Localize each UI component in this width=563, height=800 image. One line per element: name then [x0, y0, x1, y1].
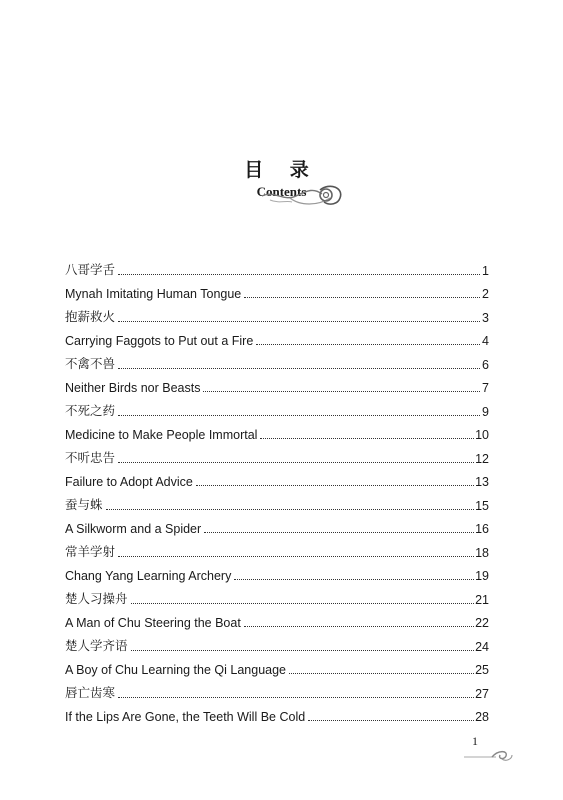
toc-entry-page: 13: [475, 475, 489, 489]
toc-entry: [65, 325, 489, 349]
toc-entry-title: 不听忠告: [65, 449, 116, 465]
toc-entry: [65, 677, 489, 701]
toc-entry-page: 28: [475, 710, 489, 724]
toc-entry-title: 八哥学舌: [65, 261, 116, 277]
toc-entry: [65, 348, 489, 372]
dot-leader: [234, 567, 474, 580]
toc-entry-page: 10: [475, 428, 489, 442]
page-title-english: Contents: [256, 184, 307, 199]
toc-entry: [65, 372, 489, 396]
dot-leader: [256, 332, 480, 345]
toc-entry-title: 唇亡齿寒: [65, 684, 116, 700]
toc-entry-page: 2: [482, 287, 489, 301]
toc-entry-page: 7: [482, 381, 489, 395]
toc-entry-title: Carrying Faggots to Put out a Fire: [65, 334, 254, 348]
toc-entry-page: 21: [475, 592, 489, 607]
toc-entry-title: A Man of Chu Steering the Boat: [65, 616, 241, 630]
toc-entry: [65, 254, 489, 278]
dot-leader: [196, 473, 474, 486]
dot-leader: [204, 520, 474, 533]
dot-leader: [260, 426, 474, 439]
toc-entry: [65, 607, 489, 631]
toc-entry: [65, 630, 489, 654]
dot-leader: [118, 403, 480, 416]
dot-leader: [308, 708, 474, 721]
toc-entry-page: 4: [482, 334, 489, 348]
dot-leader: [131, 638, 475, 651]
toc-entry-page: 3: [482, 310, 489, 325]
toc-entry-page: 25: [475, 663, 489, 677]
toc-entry-title: 楚人学齐语: [65, 637, 128, 653]
page-number: 1: [472, 734, 478, 748]
page-number-ornament-icon: [462, 740, 514, 762]
toc-entry: [65, 513, 489, 537]
toc-entry-title: Chang Yang Learning Archery: [65, 569, 232, 583]
toc-entry-page: 6: [482, 357, 489, 372]
toc-entry: [65, 536, 489, 560]
toc-entry-title: 楚人习操舟: [65, 590, 128, 606]
dot-leader: [289, 661, 474, 674]
dot-leader: [118, 685, 474, 698]
toc-entry-title: 不禽不兽: [65, 355, 116, 371]
toc-entry-title: A Boy of Chu Learning the Qi Language: [65, 663, 286, 677]
toc-entry-page: 12: [475, 451, 489, 466]
dot-leader: [244, 285, 480, 298]
toc-entry: [65, 278, 489, 302]
dot-leader: [118, 450, 474, 463]
dot-leader: [118, 356, 480, 369]
toc-entry-page: 1: [482, 263, 489, 278]
toc-entry-title: Medicine to Make People Immortal: [65, 428, 258, 442]
dot-leader: [118, 544, 474, 557]
page-title-chinese: 目 录: [244, 159, 319, 181]
toc-entry-title: 常羊学射: [65, 543, 116, 559]
dot-leader: [106, 497, 475, 510]
toc-entry-title: 抱薪救火: [65, 308, 116, 324]
dot-leader: [118, 309, 480, 322]
table-of-contents: [65, 254, 489, 724]
toc-entry-title: A Silkworm and a Spider: [65, 522, 202, 536]
toc-entry-page: 18: [475, 545, 489, 560]
toc-entry: [65, 419, 489, 443]
toc-entry-page: 22: [475, 616, 489, 630]
toc-entry-page: 24: [475, 639, 489, 654]
toc-entry-page: 15: [475, 498, 489, 513]
dot-leader: [244, 614, 474, 627]
toc-entry-title: Neither Birds nor Beasts: [65, 381, 201, 395]
dot-leader: [118, 262, 480, 275]
toc-entry: [65, 301, 489, 325]
toc-entry: [65, 395, 489, 419]
dot-leader: [203, 379, 480, 392]
toc-entry-title: Failure to Adopt Advice: [65, 475, 193, 489]
toc-entry-title: 不死之药: [65, 402, 116, 418]
toc-entry-page: 27: [475, 686, 489, 701]
toc-entry-title: If the Lips Are Gone, the Teeth Will Be Cold: [65, 710, 306, 724]
toc-entry: [65, 583, 489, 607]
toc-entry-title: 蚕与蛛: [65, 496, 103, 512]
toc-entry: [65, 466, 489, 490]
toc-entry: [65, 560, 489, 584]
toc-entry-page: 19: [475, 569, 489, 583]
toc-entry-title: Mynah Imitating Human Tongue: [65, 287, 242, 301]
dot-leader: [131, 591, 475, 604]
toc-entry: [65, 442, 489, 466]
toc-entry: [65, 654, 489, 678]
cloud-ornament-icon: [260, 182, 346, 210]
toc-entry: [65, 489, 489, 513]
toc-entry-page: 9: [482, 404, 489, 419]
toc-entry-page: 16: [475, 522, 489, 536]
toc-entry: [65, 701, 489, 725]
